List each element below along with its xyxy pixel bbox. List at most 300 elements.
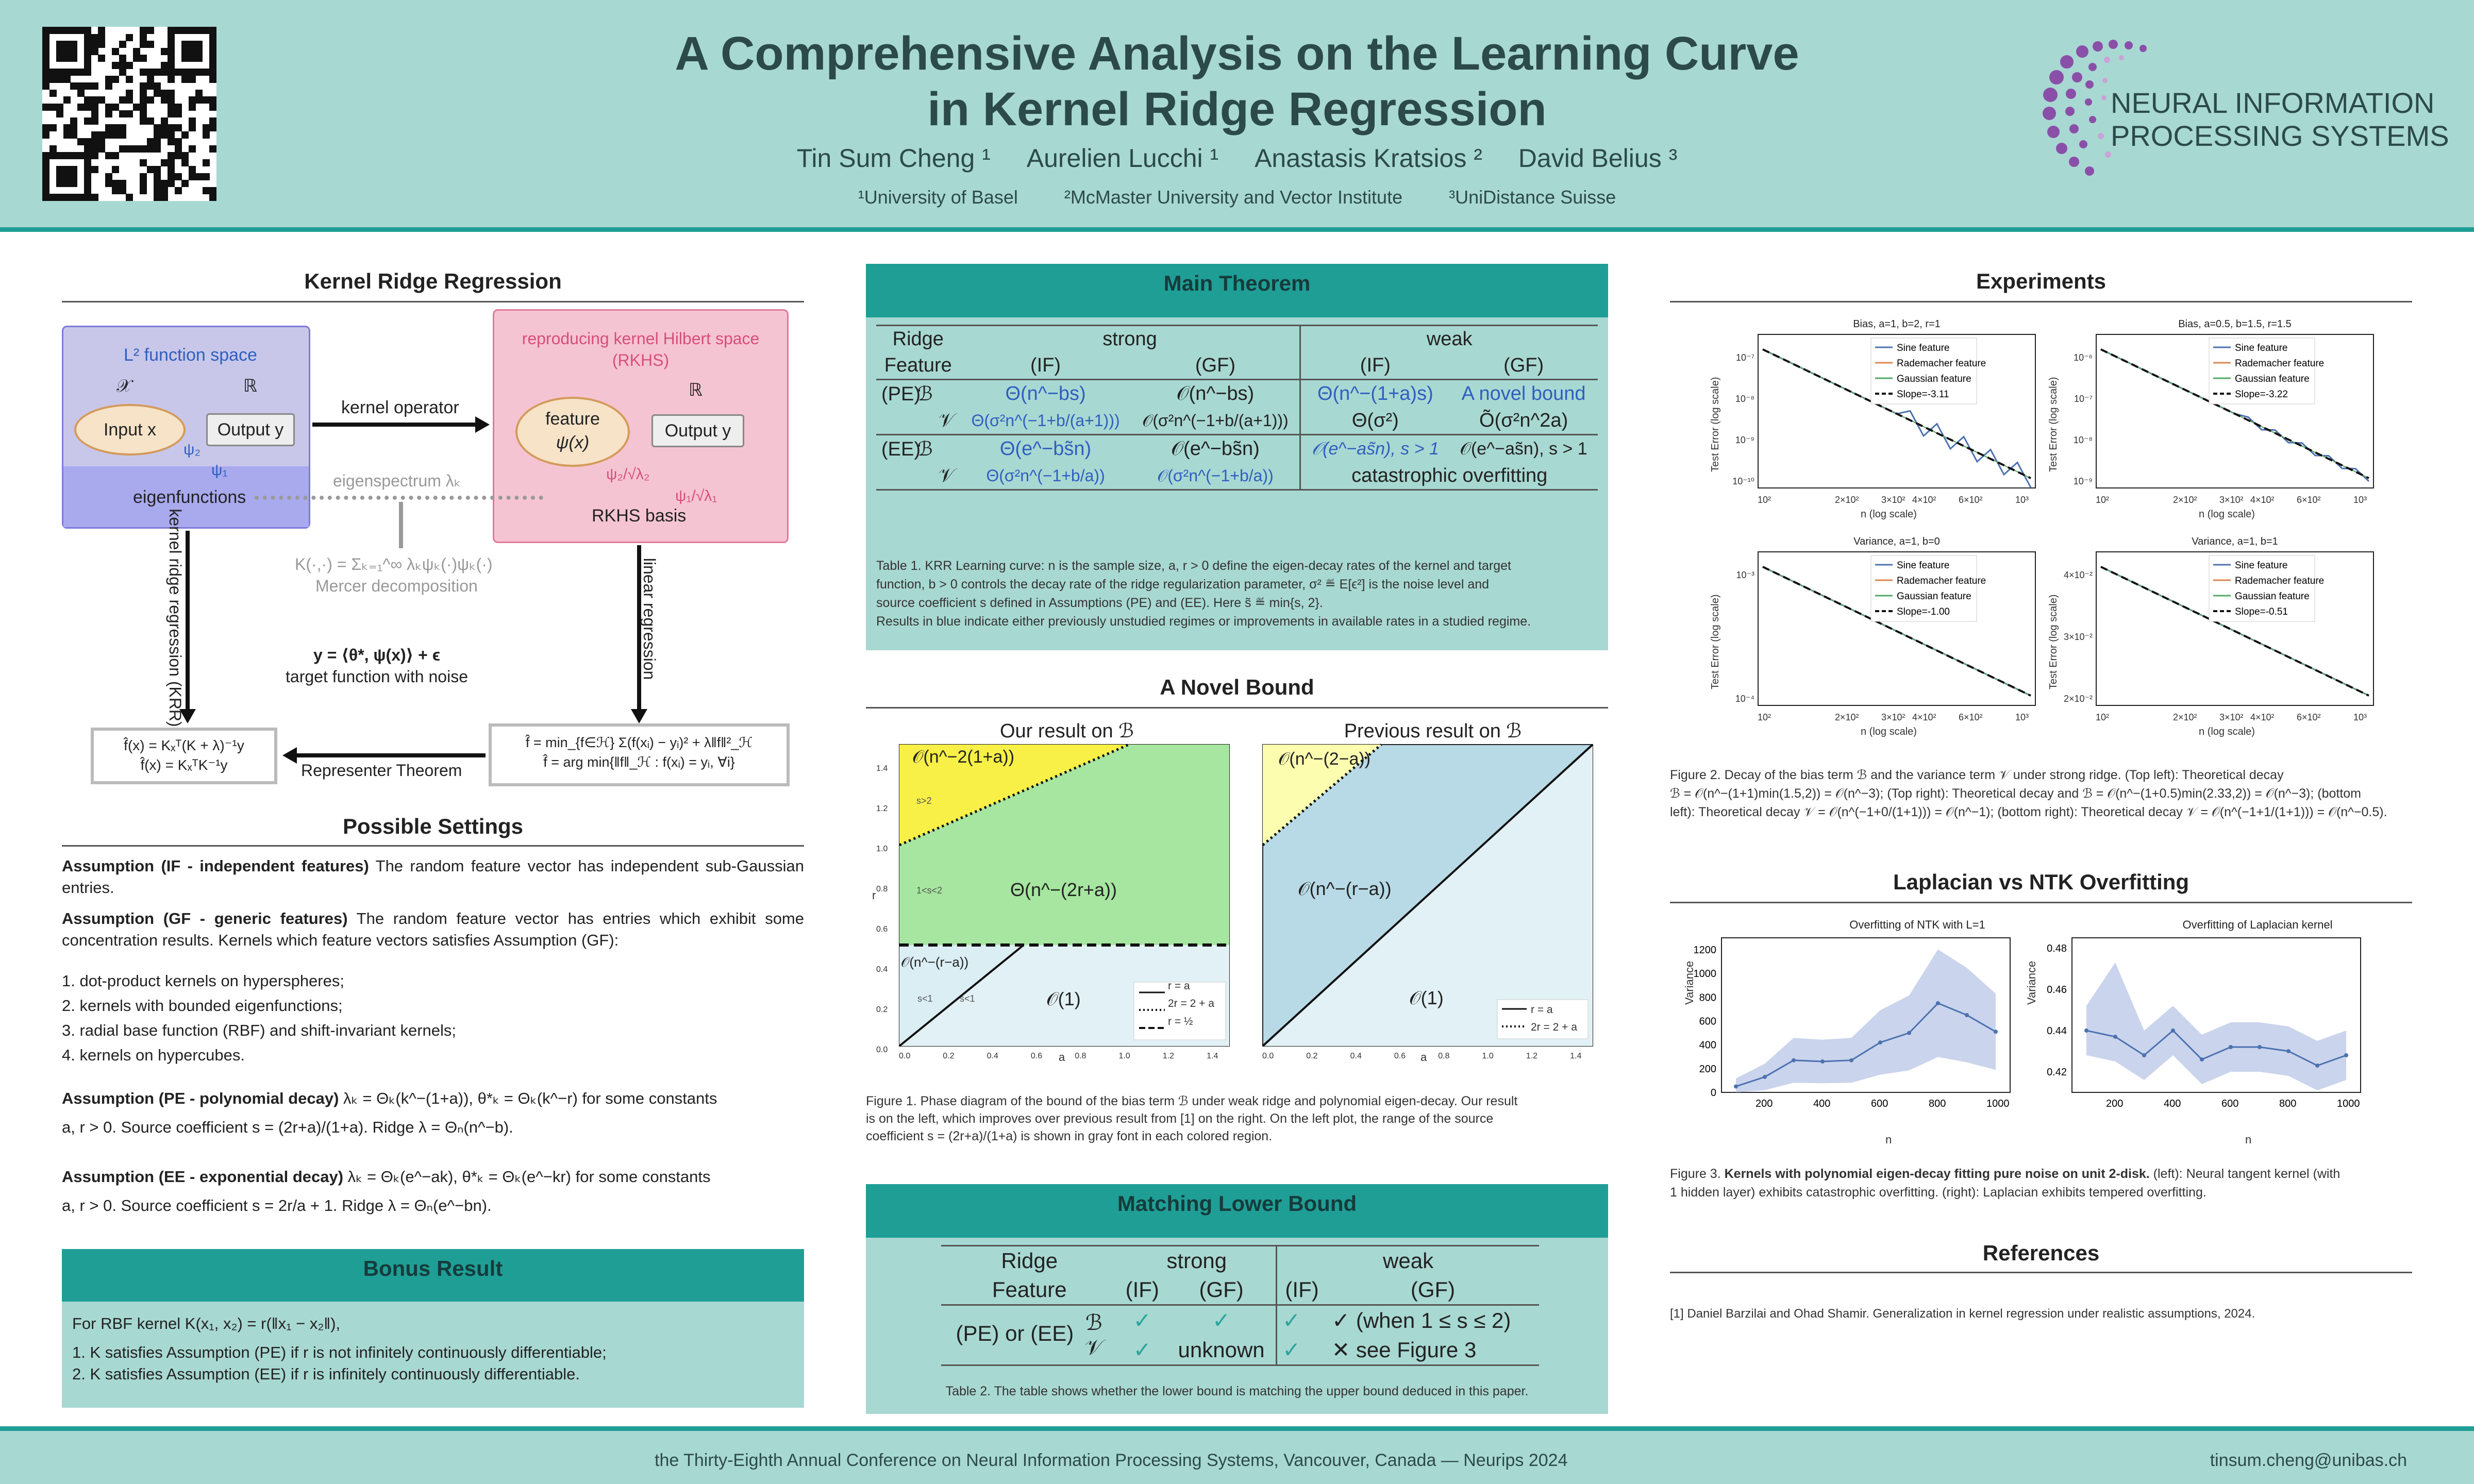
- krr-formula: f̂(x) = Kₓᵀ(K + λ)⁻¹y: [124, 737, 244, 753]
- rkhs-output-node: [651, 414, 744, 447]
- legend-label: Slope=-0.51: [2235, 606, 2288, 617]
- tick-label: 4×10²: [2250, 712, 2275, 722]
- author: Anastasis Kratsios ²: [1255, 144, 1482, 173]
- qr-module: [105, 152, 112, 159]
- kernel-operator-label: kernel operator: [341, 398, 459, 417]
- table-header: (GF): [1199, 1277, 1244, 1302]
- qr-module: [126, 110, 133, 117]
- section-divider: [62, 301, 804, 302]
- qr-module: [126, 34, 133, 41]
- qr-module: [84, 152, 91, 159]
- qr-module: [98, 145, 105, 153]
- table2-caption: Table 2. The table shows whether the lower bound is matching the upper bound deduced in this paper.: [945, 1384, 1529, 1398]
- krr-side-label: kernel ridge regression (KRR): [166, 509, 185, 727]
- qr-module: [42, 124, 49, 131]
- qr-module: [195, 69, 203, 76]
- caption-text: (left): Neural tangent kernel (with: [2149, 1167, 2341, 1181]
- qr-module: [112, 131, 119, 139]
- tick-label: 400: [1813, 1098, 1831, 1109]
- qr-module: [105, 173, 112, 180]
- author-list: [541, 143, 1933, 173]
- qr-module: [189, 69, 196, 76]
- tick-label: 200: [2106, 1098, 2124, 1109]
- qr-module: [168, 104, 175, 111]
- qr-module: [42, 131, 49, 139]
- rkhs-r-symbol: ℝ: [689, 380, 703, 400]
- tick-label: 10³: [2015, 495, 2029, 505]
- qr-module: [140, 173, 147, 180]
- bonus-title: Bonus Result: [62, 1249, 804, 1302]
- tick-label: 0.4: [987, 1052, 998, 1060]
- tick-label: 6×10²: [1959, 495, 1983, 505]
- qr-module: [56, 194, 63, 201]
- qr-module: [70, 194, 77, 201]
- qr-module: [209, 69, 216, 76]
- qr-module: [168, 138, 175, 145]
- qr-module: [98, 34, 105, 41]
- qr-module: [56, 48, 63, 55]
- qr-module: [84, 96, 91, 104]
- qr-module: [168, 131, 175, 139]
- figure2-caption: [1670, 766, 2412, 821]
- qr-module: [91, 152, 98, 159]
- qr-module: [42, 159, 49, 166]
- legend-label: Rademacher feature: [2235, 576, 2325, 586]
- qr-module: [91, 138, 98, 145]
- tick-label: 10²: [1758, 495, 1771, 505]
- main-theorem-table: [876, 325, 1598, 491]
- qr-module: [168, 110, 175, 117]
- row-symbol: 𝒱: [938, 410, 955, 431]
- qr-module: [189, 48, 196, 55]
- qr-module: [140, 117, 147, 125]
- qr-module: [140, 104, 147, 111]
- x-axis-label: n: [2245, 1133, 2252, 1146]
- qr-module: [56, 173, 63, 180]
- qr-module: [112, 62, 119, 69]
- qr-module: [105, 76, 112, 83]
- data-point: [2142, 1053, 2146, 1057]
- data-point: [1734, 1084, 1738, 1088]
- qr-module: [147, 117, 154, 125]
- legend-label: Sine feature: [2235, 343, 2288, 353]
- figure3-caption: [1670, 1165, 2412, 1202]
- qr-module: [49, 124, 57, 131]
- qr-module: [168, 96, 175, 104]
- qr-module: [195, 48, 203, 55]
- qr-module: [133, 145, 140, 153]
- assumption-ee-head: Assumption (EE - exponential decay): [62, 1168, 344, 1186]
- qr-module: [154, 131, 161, 139]
- contact-email[interactable]: tinsum.cheng@unibas.ch: [2210, 1451, 2407, 1470]
- tick-label: 800: [1699, 992, 1716, 1004]
- tick-label: 0.44: [2047, 1025, 2067, 1037]
- assumption-gf-head: Assumption (GF - generic features): [62, 909, 348, 927]
- tick-label: 0.6: [876, 925, 888, 934]
- qr-module: [49, 76, 57, 83]
- table-cell: 𝒪(n^−bs): [1176, 383, 1255, 404]
- qr-module: [63, 131, 71, 139]
- qr-module: [140, 90, 147, 97]
- y-axis-label: Test Error (log scale): [2048, 377, 2059, 472]
- table-header: (GF): [1503, 355, 1544, 376]
- qr-module: [189, 145, 196, 153]
- l2-r-symbol: ℝ: [243, 376, 257, 396]
- tick-label: 600: [2221, 1098, 2239, 1109]
- qr-module: [119, 124, 126, 131]
- qr-module: [42, 82, 49, 90]
- qr-module: [70, 152, 77, 159]
- tick-label: 1.4: [876, 764, 888, 773]
- region-label: 𝒪(1): [1409, 987, 1444, 1008]
- tick-label: 600: [1699, 1016, 1716, 1027]
- qr-module: [70, 173, 77, 180]
- table-header: (GF): [1195, 355, 1235, 376]
- qr-module: [181, 131, 189, 139]
- assumption-gf: [62, 908, 804, 951]
- section-title-novel-bound: A Novel Bound: [1160, 675, 1314, 699]
- qr-module: [56, 55, 63, 62]
- assumption-if-head: Assumption (IF - independent features): [62, 857, 369, 875]
- assumption-if-text: The random feature vector has independent sub-Gaussian entries.: [62, 857, 805, 897]
- qr-module: [140, 34, 147, 41]
- eigenspectrum-arrow: [255, 496, 543, 500]
- mercer-arrow: [399, 502, 403, 548]
- qr-module: [84, 180, 91, 187]
- qr-module: [161, 124, 168, 131]
- row-symbol: ℬ: [1085, 1310, 1102, 1335]
- tick-label: 10⁻⁹: [2073, 476, 2093, 486]
- qr-module: [56, 166, 63, 173]
- qr-module: [77, 82, 85, 90]
- qr-module: [84, 187, 91, 194]
- qr-module: [70, 131, 77, 139]
- qr-module: [161, 96, 168, 104]
- qr-module: [42, 69, 49, 76]
- tick-label: 0.46: [2047, 984, 2067, 996]
- region-label: 𝒪(n^−(r−a)): [901, 954, 969, 970]
- linear-formula: f̂ = arg min{‖f‖_ℋ : f(xᵢ) = yᵢ, ∀i}: [543, 754, 735, 770]
- krr-formula: f̂(x) = KₓᵀK⁻¹y: [140, 757, 228, 773]
- qr-module: [189, 96, 196, 104]
- poster-title: [541, 26, 1933, 137]
- qr-module: [147, 41, 154, 48]
- legend-label: Sine feature: [1897, 343, 1950, 353]
- caption-line: 1 hidden layer) exhibits catastrophic overfitting. (right): Laplacian exhibits tempered overfitting.: [1670, 1185, 2206, 1200]
- qr-module: [112, 166, 119, 173]
- row-label: (EE): [881, 439, 921, 460]
- tick-label: 0.42: [2047, 1067, 2067, 1078]
- qr-module: [84, 41, 91, 48]
- lower-bound-title: Matching Lower Bound: [866, 1184, 1608, 1238]
- qr-module: [161, 90, 168, 97]
- eigenspectrum-label: eigenspectrum λₖ: [333, 471, 461, 490]
- qr-module: [140, 180, 147, 187]
- caption-line: is on the left, which improves over previous result from [1] on the right. On the left plot, the range of the source: [866, 1111, 1494, 1126]
- tick-label: 3×10²: [1881, 495, 1905, 505]
- tick-label: 0.0: [1262, 1052, 1274, 1060]
- legend-label: r = a: [1531, 1004, 1553, 1016]
- qr-module: [42, 180, 49, 187]
- table-cell: ✕ see Figure 3: [1331, 1338, 1477, 1362]
- table-cell: Θ(n^−(1+a)s): [1300, 380, 1449, 408]
- bonus-line: For RBF kernel K(x₁, x₂) = r(‖x₁ − x₂‖),: [72, 1314, 341, 1333]
- qr-module: [84, 117, 91, 125]
- data-point: [2229, 1045, 2233, 1049]
- qr-module: [63, 48, 71, 55]
- section-title-settings: Possible Settings: [342, 814, 524, 838]
- qr-module: [175, 173, 182, 180]
- qr-module: [49, 90, 57, 97]
- legend-label: r = ½: [1168, 1016, 1193, 1027]
- row-label: (PE) or (EE): [956, 1321, 1074, 1346]
- poster-header: [0, 0, 2474, 232]
- qr-module: [98, 96, 105, 104]
- qr-module: [70, 82, 77, 90]
- table-cell: Θ(n^−bs): [1005, 383, 1086, 404]
- table-header: (IF): [1277, 1275, 1327, 1305]
- tick-label: 0.0: [899, 1052, 911, 1060]
- tick-label: 1.2: [876, 804, 888, 813]
- list-item: 3. radial base function (RBF) and shift-invariant kernels;: [62, 1021, 457, 1039]
- data-point: [1878, 1040, 1882, 1044]
- qr-module: [168, 173, 175, 180]
- qr-module: [209, 104, 216, 111]
- qr-module: [203, 131, 210, 139]
- qr-module: [84, 62, 91, 69]
- mercer-label: Mercer decomposition: [315, 577, 478, 595]
- y-axis-label: r: [872, 889, 876, 902]
- table-cell: 𝒪(e^−as̃n), s > 1: [1300, 435, 1449, 463]
- tick-label: 10³: [2353, 712, 2367, 722]
- table-header: (IF): [1125, 1277, 1159, 1302]
- qr-module: [195, 173, 203, 180]
- data-point: [1994, 1030, 1998, 1034]
- qr-module: [119, 131, 126, 139]
- table-cell: 𝒪(e^−as̃n), s > 1: [1460, 439, 1587, 459]
- tick-label: 10³: [2015, 712, 2029, 722]
- tick-label: 1000: [1986, 1098, 2010, 1109]
- qr-module: [189, 173, 196, 180]
- x-axis-label: n (log scale): [2199, 509, 2255, 520]
- table-header: Feature: [992, 1277, 1067, 1302]
- qr-module: [203, 159, 210, 166]
- assumption-pe-text: a, r > 0. Source coefficient s = (2r+a)/(1+a). Ridge λ = Θₙ(n^−b).: [62, 1118, 513, 1136]
- assumption-ee-text: a, r > 0. Source coefficient s = 2r/a + 1. Ridge λ = Θₙ(e^−bn).: [62, 1196, 492, 1215]
- legend-label: Sine feature: [2235, 560, 2288, 571]
- table-cell: 𝒪(σ²n^(−1+b/(a+1))): [1142, 411, 1289, 430]
- qr-module: [189, 27, 196, 34]
- target-label: target function with noise: [286, 667, 468, 686]
- qr-module: [154, 166, 161, 173]
- qr-module: [195, 55, 203, 62]
- section-title-references: References: [1982, 1241, 2100, 1265]
- qr-module: [203, 96, 210, 104]
- qr-module: [168, 166, 175, 173]
- legend-label: Rademacher feature: [2235, 358, 2325, 369]
- tick-label: 10⁻¹⁰: [1732, 476, 1754, 486]
- qr-module: [147, 27, 154, 34]
- x-axis-label: a: [1059, 1051, 1065, 1064]
- tick-label: 10⁻⁹: [1735, 435, 1754, 445]
- qr-module: [168, 48, 175, 55]
- rkhs-basis-label: RKHS basis: [592, 506, 687, 526]
- qr-module: [84, 55, 91, 62]
- right-phase-title: Previous result on ℬ: [1344, 720, 1522, 742]
- data-point: [2084, 1028, 2088, 1033]
- qr-module: [175, 145, 182, 153]
- feature-node: [515, 397, 630, 467]
- feature-label: feature: [545, 409, 600, 429]
- qr-module: [49, 104, 57, 111]
- qr-module: [168, 152, 175, 159]
- qr-module: [175, 187, 182, 194]
- assumption-ee-text: λₖ = Θₖ(e^−ak), θ*ₖ = Θₖ(e^−kr) for some constants: [343, 1168, 711, 1186]
- table1-caption: [876, 556, 1598, 631]
- rkhs-title: reproducing kernel Hilbert space (RKHS): [522, 329, 760, 369]
- main-theorem-title: Main Theorem: [866, 264, 1608, 317]
- table-header: Ridge: [1001, 1249, 1058, 1273]
- title-line-2: in Kernel Ridge Regression: [927, 83, 1547, 136]
- qr-module: [56, 41, 63, 48]
- lower-bound-table: [941, 1245, 1539, 1366]
- qr-module: [70, 27, 77, 34]
- qr-module: [140, 27, 147, 34]
- x-axis-label: a: [1420, 1051, 1427, 1064]
- qr-module: [140, 145, 147, 153]
- qr-module: [77, 69, 85, 76]
- row-symbol: ℬ: [917, 383, 933, 405]
- x-ticks: [897, 1047, 1618, 1063]
- linear-formula: f̂ = min_{f∈ℋ} Σ(f(xᵢ) − yᵢ)² + λ‖f‖²_ℋ: [525, 735, 753, 750]
- y-ticks: [876, 742, 897, 1054]
- qr-module: [42, 76, 49, 83]
- qr-module: [161, 187, 168, 194]
- table-cell: Θ(σ²): [1300, 408, 1449, 435]
- qr-module: [105, 110, 112, 117]
- qr-module: [140, 55, 147, 62]
- rkhs-psi2-label: ψ₂/√λ₂: [606, 466, 650, 483]
- qr-module: [84, 166, 91, 173]
- qr-module: [91, 131, 98, 139]
- logo-text-line: NEURAL INFORMATION: [2111, 87, 2435, 119]
- qr-module: [175, 110, 182, 117]
- qr-module: [84, 69, 91, 76]
- kernel-operator-arrow: [312, 423, 477, 427]
- qr-module: [133, 55, 140, 62]
- output-node: [206, 413, 295, 446]
- qr-module: [154, 124, 161, 131]
- tick-label: 1000: [2337, 1098, 2360, 1109]
- section-divider: [1670, 902, 2412, 903]
- region-label: 𝒪(1): [1046, 988, 1081, 1009]
- tick-label: 200: [1756, 1098, 1773, 1109]
- x-axis-label: n (log scale): [1861, 726, 1917, 737]
- figure1-caption: [866, 1092, 1608, 1145]
- qr-module: [161, 180, 168, 187]
- qr-module: [147, 82, 154, 90]
- legend-label: Slope=-1.00: [1897, 606, 1950, 617]
- qr-module: [49, 194, 57, 201]
- tick-label: 4×10²: [2250, 495, 2275, 505]
- tick-label: 0.2: [1306, 1052, 1318, 1060]
- qr-module: [84, 173, 91, 180]
- region-label: 𝒪(n^−(2−a)): [1278, 749, 1371, 769]
- qr-module: [63, 194, 71, 201]
- qr-module: [56, 104, 63, 111]
- left-phase-title: Our result on ℬ: [999, 720, 1134, 742]
- section-divider: [866, 707, 1608, 709]
- logo-text-line: PROCESSING SYSTEMS: [2111, 120, 2449, 152]
- author: Aurelien Lucchi ¹: [1026, 144, 1219, 173]
- linear-solution-box: [489, 723, 790, 786]
- qr-module: [112, 104, 119, 111]
- qr-module: [168, 159, 175, 166]
- qr-module: [91, 41, 98, 48]
- l2-x-symbol: 𝒳: [116, 376, 132, 396]
- source-range-label: s>2: [916, 796, 932, 806]
- row-symbol: ℬ: [917, 439, 933, 460]
- experiment-plot-title: Bias, a=0.5, b=1.5, r=1.5: [2178, 318, 2292, 330]
- data-point: [1763, 1075, 1767, 1079]
- l2-label: L² function space: [124, 345, 257, 365]
- qr-module: [189, 166, 196, 173]
- qr-module: [161, 48, 168, 55]
- legend-label: Gaussian feature: [1897, 591, 1971, 602]
- qr-module: [63, 41, 71, 48]
- qr-module: [91, 166, 98, 173]
- y-axis-label: Test Error (log scale): [2048, 594, 2059, 689]
- qr-module: [70, 41, 77, 48]
- assumption-pe: [62, 1084, 804, 1142]
- qr-module: [91, 117, 98, 125]
- assumption-if: [62, 855, 804, 899]
- qr-module: [126, 62, 133, 69]
- tick-label: 0.8: [1438, 1052, 1450, 1060]
- qr-module: [209, 34, 216, 41]
- qr-module: [112, 180, 119, 187]
- bonus-content: [72, 1313, 794, 1385]
- tick-label: 400: [1699, 1039, 1716, 1051]
- qr-module: [70, 166, 77, 173]
- tick-label: 2×10²: [2173, 495, 2197, 505]
- qr-module: [209, 48, 216, 55]
- qr-module: [63, 180, 71, 187]
- qr-module: [181, 152, 189, 159]
- tick-label: 0.6: [1394, 1052, 1406, 1060]
- qr-module: [126, 76, 133, 83]
- tick-label: 10⁻⁶: [2074, 352, 2093, 363]
- tick-label: 1.2: [1526, 1052, 1538, 1060]
- qr-module: [154, 145, 161, 153]
- x-axis-label: n (log scale): [2199, 726, 2255, 737]
- affiliation-list: [541, 187, 1933, 208]
- legend-label: Sine feature: [1897, 560, 1950, 571]
- qr-module: [154, 82, 161, 90]
- caption-bold: Kernels with polynomial eigen-decay fitting pure noise on unit 2-disk.: [1724, 1167, 2150, 1181]
- tick-label: 4×10²: [1912, 712, 1936, 722]
- data-point: [1936, 1001, 1940, 1005]
- qr-module: [140, 96, 147, 104]
- tick-label: 3×10²: [1881, 712, 1905, 722]
- qr-module: [63, 55, 71, 62]
- x-axis-label: n: [1885, 1133, 1892, 1146]
- qr-code-icon: [42, 27, 216, 201]
- tick-label: 6×10²: [2297, 712, 2321, 722]
- table-cell: ✓ (when 1 ≤ s ≤ 2): [1331, 1308, 1511, 1333]
- tick-label: 4×10²: [1912, 495, 1936, 505]
- caption-line: source coefficient s defined in Assumptions (PE) and (EE). Here s̃ ≝ min{s, 2}.: [876, 596, 1323, 610]
